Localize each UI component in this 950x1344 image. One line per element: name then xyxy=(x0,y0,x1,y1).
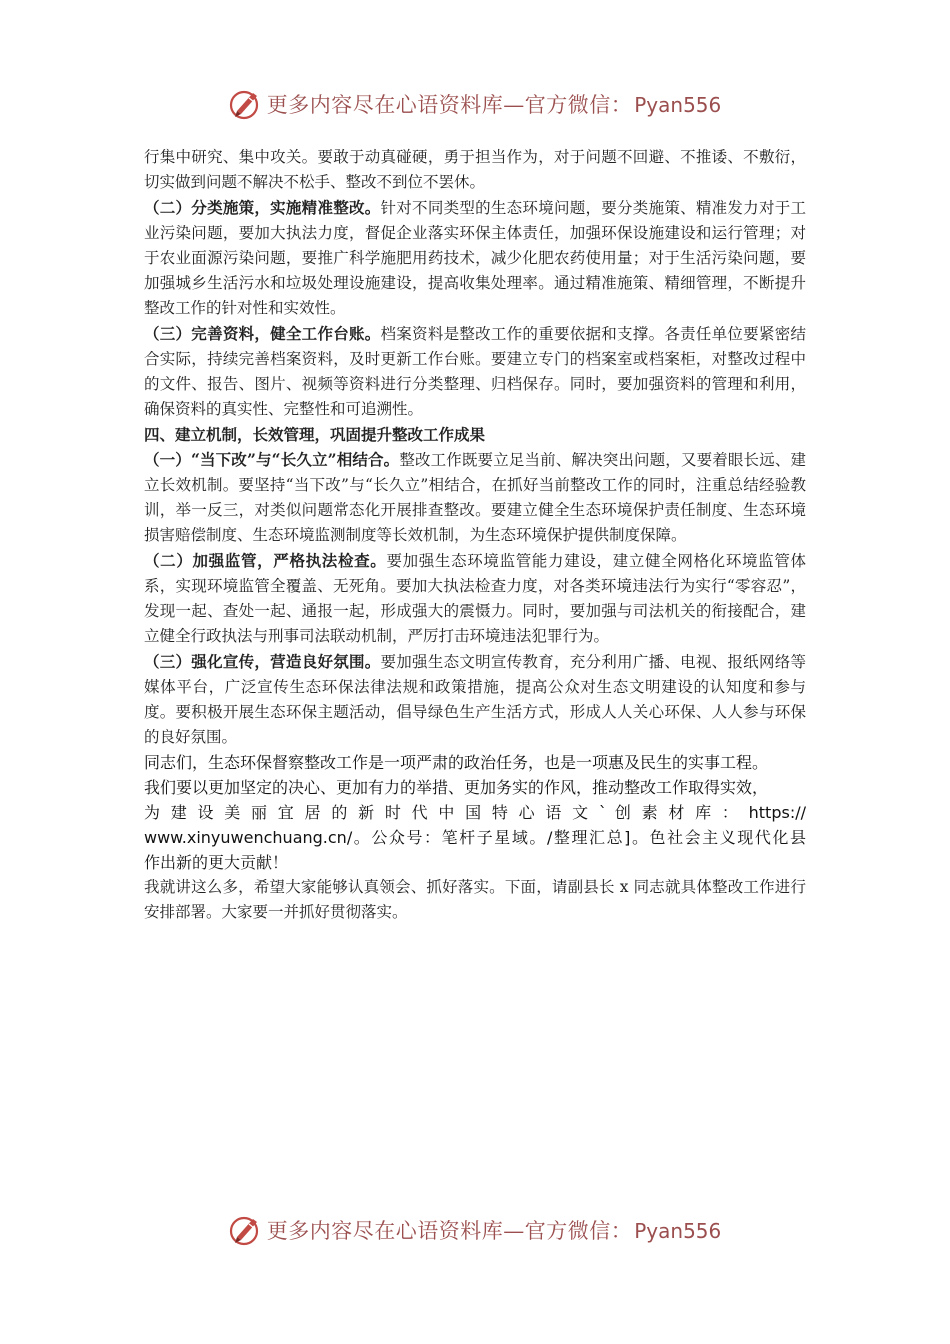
header-banner xyxy=(0,82,950,126)
paragraph-text: 整改工作既要立足当前、解决突出问题，又要着眼长远、建立长效机制。要坚持“当下改”与“长久立”相结合，在抓好当前整改工作的同时，注重总结经验教训，举一反三，对类似问题常态化开展排查整改。要建立健全生态环境保护责任制度、生态环境损害赔偿制度、生态环境监测制度等长效机制，为生态环境保护提供制度保障。 xyxy=(144,451,806,544)
paragraph xyxy=(144,649,806,750)
paragraph xyxy=(144,447,806,548)
subheading: （二）分类施策，实施精准整改。 xyxy=(144,198,381,217)
closing-line: 作出新的更大贡献！ xyxy=(144,853,289,872)
subheading: （一）“当下改”与“长久立”相结合。 xyxy=(144,450,400,469)
paragraph: 我就讲这么多，希望大家能够认真领会、抓好落实。下面，请副县长 x 同志就具体整改工作进行安排部署。大家要一并抓好贯彻落实。 xyxy=(144,878,806,921)
banner-text: 更多内容尽在心语资料库—官方微信： xyxy=(266,1219,633,1243)
banner-wechat-id: Pyan556 xyxy=(634,1219,722,1243)
pen-logo-icon xyxy=(229,87,263,121)
banner-wechat-id: Pyan556 xyxy=(634,93,722,117)
paragraph: 行集中研究、集中攻关。要敢于动真碰硬，勇于担当作为，对于问题不回避、不推诿、不敷衍，切实做到问题不解决不松手、整改不到位不罢休。 xyxy=(144,148,806,191)
closing-line: 我们要以更加坚定的决心、更加有力的举措、更加务实的作风，推动整改工作取得实效， xyxy=(144,778,769,797)
subheading: （二）加强监管，严格执法检查。 xyxy=(144,551,387,570)
closing-line: www.xinyuwenchuang.cn/。公众号：笔杆子星域。/整理汇总]。色社会主义现代化县 xyxy=(144,828,806,847)
banner-text: 更多内容尽在心语资料库—官方微信： xyxy=(266,93,633,117)
paragraph-text: 要加强生态文明宣传教育，充分利用广播、电视、报纸网络等媒体平台，广泛宣传生态环保法律法规和政策措施，提高公众对生态文明建设的认知度和参与度。要积极开展生态环保主题活动，倡导绿色生产生活方式，形成人人关心环保、人人参与环保的良好氛围。 xyxy=(144,653,806,746)
paragraph xyxy=(144,548,806,649)
subheading: （三）强化宣传，营造良好氛围。 xyxy=(144,652,381,671)
closing-paragraph xyxy=(144,750,806,875)
section-heading: 四、建立机制，长效管理，巩固提升整改工作成果 xyxy=(144,425,486,444)
closing-line: 为 建 设 美 丽 宜 居 的 新 时 代 中 国 特 心 语 文 ` 创 素 材 库 ： https:// xyxy=(144,803,806,822)
paragraph-text: 要加强生态环境监管能力建设，建立健全网格化环境监管体系，实现环境监管全覆盖、无死角。要加大执法检查力度，对各类环境违法行为实行“零容忍”，发现一起、查处一起、通报一起，形成强大的震慑力。同时，要加强与司法机关的衔接配合，建立健全行政执法与刑事司法联动机制，严厉打击环境违法犯罪行为。 xyxy=(144,552,806,645)
subheading: （三）完善资料，健全工作台账。 xyxy=(144,324,381,343)
paragraph-text: 针对不同类型的生态环境问题，要分类施策、精准发力对于工业污染问题，要加大执法力度，督促企业落实环保主体责任，加强环保设施建设和运行管理；对于农业面源污染问题，要推广科学施肥用药技术，减少化肥农药使用量；对于生活污染问题，要加强城乡生活污水和垃圾处理设施建设，提高收集处理率。通过精准施策、精细管理，不断提升整改工作的针对性和实效性。 xyxy=(144,199,806,317)
paragraph xyxy=(144,195,806,321)
closing-line: 同志们，生态环保督察整改工作是一项严肃的政治任务，也是一项惠及民生的实事工程。 xyxy=(144,753,769,772)
pen-logo-icon xyxy=(229,1213,263,1247)
footer-banner xyxy=(0,1208,950,1252)
document-body xyxy=(144,145,806,925)
paragraph-text: 档案资料是整改工作的重要依据和支撑。各责任单位要紧密结合实际，持续完善档案资料，及时更新工作台账。要建立专门的档案室或档案柜，对整改过程中的文件、报告、图片、视频等资料进行分类整理、归档保存。同时，要加强资料的管理和利用，确保资料的真实性、完整性和可追溯性。 xyxy=(144,325,806,418)
paragraph xyxy=(144,321,806,422)
